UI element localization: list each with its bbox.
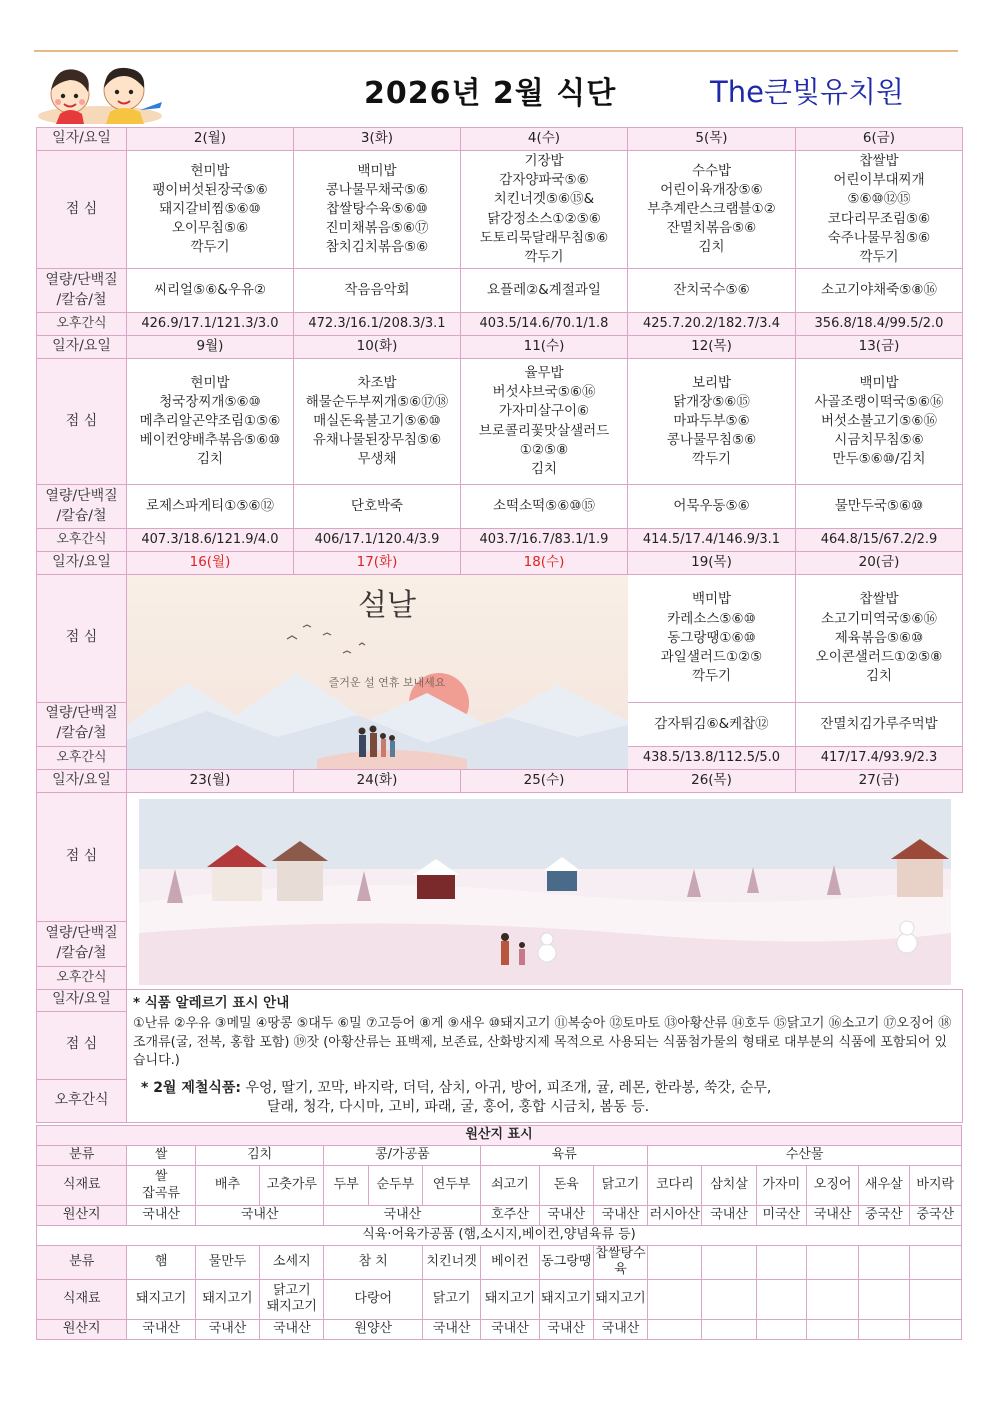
menu-item: 찹쌀밥 <box>859 591 899 608</box>
lunch-cell <box>127 359 294 485</box>
allergy-list: ①난류 ②우유 ③메밀 ④땅콩 ⑤대두 ⑥밀 ⑦고등어 ⑧게 ⑨새우 ⑩돼지고기 ⑪복숭아 ⑫토마토 ⑬아황산류 ⑭호두 ⑮닭고기 ⑯소고기 ⑰오징어 ⑱조개류(굴, 전복, 홍합 포함) ⑲잣 (아황산류는 표백제, 보존료, 산화방지제 목적으로 사용되는 식품첨가물의 형태로 대부분의 식품에 포함되어 있습니다.) <box>133 1016 952 1069</box>
item-cell: 고춧가루 <box>260 1166 324 1206</box>
item-cell: 순두부 <box>368 1166 422 1206</box>
origin-cell: 국내산 <box>593 1206 647 1226</box>
nutrition-value: 464.8/15/67.2/2.9 <box>796 529 963 552</box>
p-item-cell: 다랑어 <box>324 1279 423 1319</box>
lunch-cell <box>461 359 628 485</box>
lunch-cell <box>127 151 294 269</box>
lunch-cell <box>294 359 461 485</box>
day-header: 3(화) <box>294 128 461 151</box>
menu-item: 콩나물무침⑤⑥ <box>666 432 757 449</box>
afternoon-label: 오후간식 <box>37 746 127 769</box>
group-cell: 김치 <box>195 1146 324 1166</box>
processed-item-row <box>37 1279 962 1319</box>
snack-cell: 씨리얼⑤⑥&우유② <box>127 269 294 313</box>
week2-nutrition-row <box>37 529 963 552</box>
p-group-cell: 햄 <box>127 1246 195 1280</box>
nutrition-value: 425.7.20.2/182.7/3.4 <box>628 313 796 336</box>
origin-cell: 국내산 <box>702 1206 756 1226</box>
lunch-label: 점 심 <box>37 1011 127 1079</box>
snack-cell: 감자튀김⑥&케찹⑫ <box>628 702 796 746</box>
nutrition-value: 426.9/17.1/121.3/3.0 <box>127 313 294 336</box>
kids-illustration <box>36 54 164 124</box>
menu-item: 가자미살구이⑥ <box>498 403 590 420</box>
menu-item: 어린이육개장⑤⑥ <box>660 181 763 198</box>
p-origin-cell: 국내산 <box>195 1319 259 1339</box>
item-cell: 닭고기 <box>593 1166 647 1206</box>
menu-item: 차조밥 <box>357 374 397 391</box>
p-group-cell: 물만두 <box>195 1246 259 1280</box>
p-origin-cell: 원양산 <box>324 1319 423 1339</box>
menu-item: 김치 <box>196 451 224 468</box>
lunch-cell <box>796 359 963 485</box>
menu-item: 깍두기 <box>691 668 732 685</box>
winter-illustration <box>127 793 963 989</box>
p-group-cell: 찹쌀탕수육 <box>593 1246 647 1280</box>
p-group-cell: 치킨너겟 <box>423 1246 481 1280</box>
seollal-banner <box>127 575 628 770</box>
menu-item: 김치 <box>865 668 893 685</box>
origin-title-row <box>37 1126 962 1146</box>
menu-item: 닭개장⑤⑥⑮ <box>673 393 750 410</box>
menu-item: 돼지갈비찜⑤⑥⑩ <box>159 200 261 217</box>
menu-item: ⑤⑥⑩⑫⑮ <box>847 191 911 208</box>
week1-snack-row <box>37 269 963 313</box>
menu-item: 기장밥 <box>524 153 564 170</box>
lunch-cell <box>628 151 796 269</box>
menu-item: 부추계란스크램블①② <box>647 200 776 217</box>
p-item-cell: 돼지고기 <box>127 1279 195 1319</box>
menu-item: 청국장찌개⑤⑥⑩ <box>159 393 261 410</box>
afternoon-label: 오후간식 <box>37 529 127 552</box>
day-header: 6(금) <box>796 128 963 151</box>
week1-lunch-row <box>37 151 963 269</box>
nutrition-label: 열량/단백질 /칼슘/철 <box>37 485 127 529</box>
menu-item: 깍두기 <box>691 451 732 468</box>
nutrition-label: 열량/단백질 /칼슘/철 <box>37 702 127 746</box>
menu-item: ①②⑤⑧ <box>519 441 569 458</box>
nutrition-value: 414.5/17.4/146.9/3.1 <box>628 529 796 552</box>
origin-cell: 러시아산 <box>648 1206 702 1226</box>
menu-item: 베이컨양배추볶음⑤⑥⑩ <box>139 432 281 449</box>
row-label: 원산지 <box>37 1319 127 1339</box>
week4-day-row <box>37 770 963 793</box>
menu-item: 감자양파국⑤⑥ <box>499 172 589 189</box>
nutrition-value: 407.3/18.6/121.9/4.0 <box>127 529 294 552</box>
p-origin-cell: 국내산 <box>423 1319 481 1339</box>
week1-day-row <box>37 128 963 151</box>
menu-item: 브로콜리꽃맛살샐러드 <box>478 422 610 439</box>
p-item-cell: 돼지고기 <box>539 1279 593 1319</box>
holiday-day-header: 17(화) <box>294 552 461 575</box>
menu-item: 버섯샤브국⑤⑥⑯ <box>492 384 596 401</box>
menu-item: 사골조랭이떡국⑤⑥⑯ <box>814 393 944 410</box>
day-header: 4(수) <box>461 128 628 151</box>
menu-item: 깍두기 <box>190 239 230 256</box>
group-cell: 쌀 <box>127 1146 195 1166</box>
menu-item: 깍두기 <box>859 248 899 265</box>
week1-nutrition-row <box>37 313 963 336</box>
day-label: 일자/요일 <box>37 336 127 359</box>
winter-banner <box>127 793 963 990</box>
p-origin-cell: 국내산 <box>260 1319 324 1339</box>
menu-item: 도토리묵달래무침⑤⑥ <box>479 229 609 246</box>
nutrition-value: 417/17.4/93.9/2.3 <box>796 746 963 769</box>
processed-title-row <box>37 1226 962 1246</box>
seasonal-foods <box>133 1079 956 1119</box>
menu-item: 현미밥 <box>190 374 230 391</box>
item-cell: 돈육 <box>539 1166 593 1206</box>
menu-item: 오이콘샐러드①②⑤⑧ <box>815 648 943 665</box>
origin-group-row <box>37 1146 962 1166</box>
origin-cell: 국내산 <box>127 1206 195 1226</box>
lunch-label: 점 심 <box>37 575 127 703</box>
menu-item: 참치김치볶음⑤⑥ <box>325 239 429 256</box>
day-header: 2(월) <box>127 128 294 151</box>
menu-item: 무생채 <box>357 451 397 468</box>
snack-cell: 어묵우동⑤⑥ <box>628 485 796 529</box>
row-label: 식재료 <box>37 1166 127 1206</box>
origin-cell: 국내산 <box>195 1206 324 1226</box>
menu-item: 백미밥 <box>691 591 732 608</box>
p-item-cell: 닭고기 돼지고기 <box>260 1279 324 1319</box>
p-item-cell: 닭고기 <box>423 1279 481 1319</box>
week2-lunch-row <box>37 359 963 485</box>
day-label: 일자/요일 <box>37 128 127 151</box>
nutrition-value: 406/17.1/120.4/3.9 <box>294 529 461 552</box>
item-cell: 코다리 <box>648 1166 702 1206</box>
allergy-heading: * 식품 알레르기 표시 안내 <box>133 995 290 1011</box>
week3-lunch-row <box>37 575 963 703</box>
item-cell: 쇠고기 <box>481 1166 539 1206</box>
origin-title: 원산지 표시 <box>37 1126 962 1146</box>
banner-subtitle: 즐거운 설 연휴 보내세요 <box>328 676 446 689</box>
item-cell: 연두부 <box>423 1166 481 1206</box>
origin-table <box>36 1125 962 1340</box>
header-rule <box>34 50 958 52</box>
seasonal-label: * 2월 제철식품: <box>141 1079 242 1096</box>
lunch-cell <box>461 151 628 269</box>
nutrition-value: 472.3/16.1/208.3/3.1 <box>294 313 461 336</box>
day-header: 10(화) <box>294 336 461 359</box>
origin-cell: 중국산 <box>859 1206 909 1226</box>
day-header: 27(금) <box>796 770 963 793</box>
menu-item: 소고기미역국⑤⑥⑯ <box>821 610 937 627</box>
row-label: 원산지 <box>37 1206 127 1226</box>
menu-item: 코다리무조림⑤⑥ <box>827 210 931 227</box>
snack-cell: 로제스파게티①⑤⑥⑫ <box>127 485 294 529</box>
menu-item: 백미밥 <box>357 162 397 179</box>
menu-item: 버섯소불고기⑤⑥⑯ <box>821 412 937 429</box>
afternoon-label: 오후간식 <box>37 313 127 336</box>
header <box>34 54 958 124</box>
lunch-label: 점 심 <box>37 793 127 922</box>
menu-item: 보리밥 <box>691 374 732 391</box>
snack-cell: 요플레②&계절과일 <box>461 269 628 313</box>
p-group-cell: 참 치 <box>324 1246 423 1280</box>
holiday-day-header: 16(월) <box>127 552 294 575</box>
item-cell: 쌀 잡곡류 <box>127 1166 195 1206</box>
menu-item: 어린이부대찌개 <box>833 172 925 189</box>
lunch-cell <box>628 575 796 703</box>
snack-cell: 작음음악회 <box>294 269 461 313</box>
item-cell: 바지락 <box>909 1166 961 1206</box>
holiday-day-header: 18(수) <box>461 552 628 575</box>
lunch-label: 점 심 <box>37 151 127 269</box>
afternoon-label: 오후간식 <box>37 1079 127 1122</box>
menu-item: 김치 <box>698 239 725 256</box>
group-cell: 육류 <box>481 1146 648 1166</box>
nutrition-value: 403.5/14.6/70.1/1.8 <box>461 313 628 336</box>
menu-item: 현미밥 <box>190 162 230 179</box>
item-cell: 삼치살 <box>702 1166 756 1206</box>
menu-item: 매실돈육불고기⑤⑥⑩ <box>313 412 441 429</box>
p-group-cell: 소세지 <box>260 1246 324 1280</box>
group-cell: 수산물 <box>648 1146 962 1166</box>
origin-country-row <box>37 1206 962 1226</box>
menu-item: 만두⑤⑥⑩/김치 <box>832 451 926 468</box>
row-label: 분류 <box>37 1246 127 1280</box>
day-header: 13(금) <box>796 336 963 359</box>
menu-item: 잔멸치볶음⑤⑥ <box>666 220 757 237</box>
p-item-cell: 돼지고기 <box>195 1279 259 1319</box>
menu-item: 과일샐러드①②⑤ <box>660 648 763 665</box>
day-header: 12(목) <box>628 336 796 359</box>
processed-title: 식육·어육가공품 (햄,소시지,베이컨,양념육류 등) <box>37 1226 962 1246</box>
menu-item: 찹쌀밥 <box>859 153 899 170</box>
day-label: 일자/요일 <box>37 552 127 575</box>
day-header: 9월) <box>127 336 294 359</box>
day-header: 24(화) <box>294 770 461 793</box>
day-header: 20(금) <box>796 552 963 575</box>
lunch-cell <box>294 151 461 269</box>
menu-item: 카레소스⑤⑥⑩ <box>667 610 756 627</box>
origin-cell: 국내산 <box>539 1206 593 1226</box>
p-group-cell: 베이컨 <box>481 1246 539 1280</box>
menu-item: 해물순두부찌개⑤⑥⑰⑱ <box>305 393 449 410</box>
p-origin-cell: 국내산 <box>481 1319 539 1339</box>
processed-group-row <box>37 1246 962 1280</box>
banner-title: 설날 <box>358 588 416 623</box>
p-item-cell: 돼지고기 <box>593 1279 647 1319</box>
afternoon-label: 오후간식 <box>37 966 127 989</box>
snack-cell: 잔치국수⑤⑥ <box>628 269 796 313</box>
item-cell: 오징어 <box>806 1166 858 1206</box>
menu-item: 제육볶음⑤⑥⑩ <box>834 629 924 646</box>
day-header: 19(목) <box>628 552 796 575</box>
item-cell: 새우살 <box>859 1166 909 1206</box>
origin-item-row <box>37 1166 962 1206</box>
nutrition-value: 438.5/13.8/112.5/5.0 <box>628 746 796 769</box>
notes-row-1 <box>37 990 963 1012</box>
menu-item: 마파두부⑤⑥ <box>673 412 750 429</box>
origin-cell: 중국산 <box>909 1206 961 1226</box>
week3-day-row <box>37 552 963 575</box>
lunch-label: 점 심 <box>37 359 127 485</box>
allergy-notes <box>127 990 963 1123</box>
snack-cell: 단호박죽 <box>294 485 461 529</box>
p-origin-cell: 국내산 <box>539 1319 593 1339</box>
item-cell: 배추 <box>195 1166 259 1206</box>
seasonal-list-2: 달래, 청각, 다시마, 고비, 파래, 굴, 홍어, 홍합 시금치, 봄동 등. <box>267 1099 650 1116</box>
origin-cell: 국내산 <box>806 1206 858 1226</box>
day-header: 5(목) <box>628 128 796 151</box>
menu-table <box>36 127 963 1123</box>
menu-item: 메추리알곤약조림①⑤⑥ <box>139 412 281 429</box>
menu-item: 깍두기 <box>524 248 564 265</box>
snack-cell: 잔멸치김가루주먹밥 <box>796 702 963 746</box>
menu-item: 백미밥 <box>859 374 899 391</box>
week2-day-row <box>37 336 963 359</box>
nutrition-value: 356.8/18.4/99.5/2.0 <box>796 313 963 336</box>
menu-item: 유채나물된장무침⑤⑥ <box>312 432 442 449</box>
day-header: 11(수) <box>461 336 628 359</box>
menu-item: 수수밥 <box>691 162 732 179</box>
menu-item: 오이무침⑤⑥ <box>171 220 249 237</box>
p-origin-cell: 국내산 <box>127 1319 195 1339</box>
group-cell: 콩/가공품 <box>324 1146 481 1166</box>
page-title: 2026년 2월 식단 <box>364 76 617 111</box>
lunch-cell <box>628 359 796 485</box>
menu-item: 숙주나물무침⑤⑥ <box>827 229 931 246</box>
lunch-cell <box>796 151 963 269</box>
menu-item: 시금치무침⑤⑥ <box>834 432 924 449</box>
origin-cell: 호주산 <box>481 1206 539 1226</box>
p-origin-cell: 국내산 <box>593 1319 647 1339</box>
lunch-cell <box>796 575 963 703</box>
snack-cell: 소떡소떡⑤⑥⑩⑮ <box>461 485 628 529</box>
nutrition-value: 403.7/16.7/83.1/1.9 <box>461 529 628 552</box>
day-header: 23(월) <box>127 770 294 793</box>
row-label: 분류 <box>37 1146 127 1166</box>
day-header: 26(목) <box>628 770 796 793</box>
p-group-cell: 동그랑땡 <box>539 1246 593 1280</box>
day-label: 일자/요일 <box>37 770 127 793</box>
menu-item: 치킨너겟⑤⑥⑮& <box>493 191 595 208</box>
day-label: 일자/요일 <box>37 990 127 1012</box>
menu-item: 찹쌀탕수육⑤⑥⑩ <box>326 200 428 217</box>
menu-item: 닭강정소스①②⑤⑥ <box>487 210 601 227</box>
week4-lunch-row <box>37 793 963 922</box>
menu-item: 김치 <box>530 460 558 477</box>
day-header: 25(수) <box>461 770 628 793</box>
origin-cell: 미국산 <box>756 1206 806 1226</box>
seasonal-list: 우엉, 딸기, 꼬막, 바지락, 더덕, 삼치, 아귀, 방어, 피조개, 귤, 레몬, 한라봉, 쑥갓, 순무, <box>245 1079 772 1096</box>
week2-snack-row <box>37 485 963 529</box>
menu-item: 팽이버섯된장국⑤⑥ <box>152 181 268 198</box>
snack-cell: 소고기야채죽⑤⑧⑯ <box>796 269 963 313</box>
school-name: The큰빛유치원 <box>710 75 905 109</box>
menu-item: 진미채볶음⑤⑥⑰ <box>325 220 429 237</box>
menu-item: 콩나물무채국⑤⑥ <box>325 181 429 198</box>
menu-item: 동그랑땡①⑥⑩ <box>667 629 756 646</box>
nutrition-label: 열량/단백질 /칼슘/철 <box>37 921 127 966</box>
processed-origin-row <box>37 1319 962 1339</box>
origin-cell: 국내산 <box>324 1206 481 1226</box>
p-item-cell: 돼지고기 <box>481 1279 539 1319</box>
menu-item: 율무밥 <box>524 365 564 382</box>
nutrition-label: 열량/단백질 /칼슘/철 <box>37 269 127 313</box>
row-label: 식재료 <box>37 1279 127 1319</box>
item-cell: 두부 <box>324 1166 368 1206</box>
item-cell: 가자미 <box>756 1166 806 1206</box>
snack-cell: 물만두국⑤⑥⑩ <box>796 485 963 529</box>
